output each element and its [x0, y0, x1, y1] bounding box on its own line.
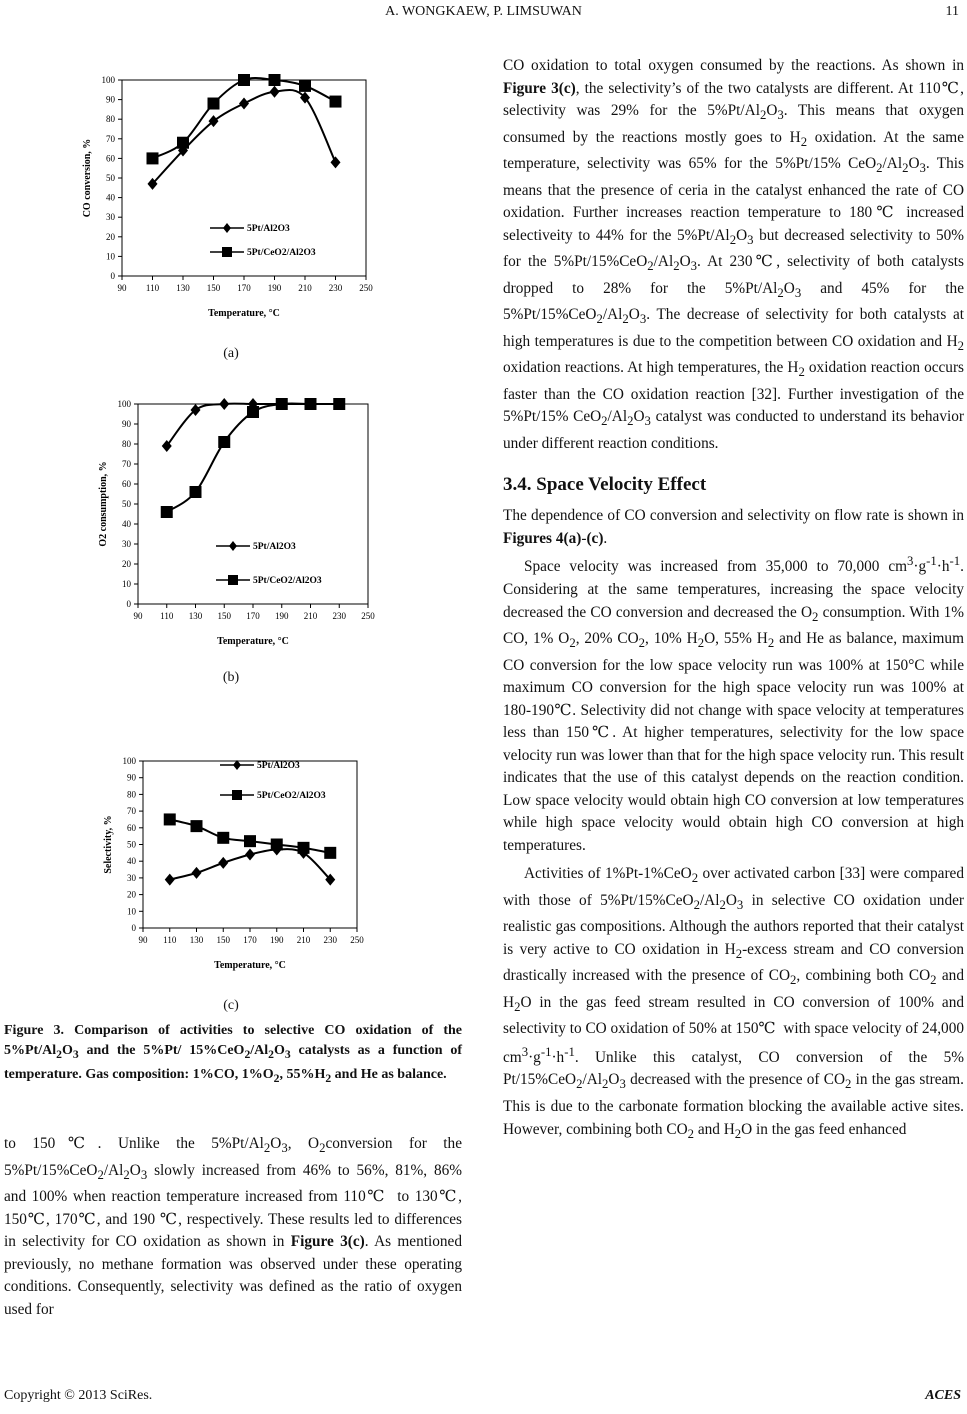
- x-tick-label: 150: [217, 611, 231, 621]
- x-tick-label: 170: [237, 283, 251, 293]
- legend-marker: [232, 790, 242, 800]
- data-point-diamond: [239, 98, 249, 110]
- data-point-diamond: [209, 115, 219, 127]
- right-column-text: [503, 55, 964, 1145]
- x-tick-label: 170: [246, 611, 260, 621]
- x-tick-label: 130: [189, 935, 204, 945]
- journal-name: ACES: [925, 1388, 961, 1403]
- data-point-square: [191, 820, 203, 832]
- legend-marker: [228, 575, 238, 585]
- plot-frame: [138, 404, 368, 604]
- legend-marker: [223, 223, 231, 233]
- y-tick-label: 60: [122, 479, 131, 489]
- y-tick-label: 40: [122, 519, 131, 529]
- y-tick-label: 80: [127, 789, 136, 800]
- y-tick-label: 70: [122, 459, 131, 469]
- panel-label-b: (b): [222, 670, 240, 685]
- data-point-diamond: [270, 86, 280, 98]
- data-point-square: [247, 406, 259, 418]
- y-tick-label: 90: [122, 419, 131, 429]
- x-tick-label: 110: [160, 611, 174, 621]
- x-tick-label: 230: [328, 283, 343, 293]
- right-paragraph-4: Activities of 1%Pt-1%CeO$_2$ over activated carbon [33] were compared with those of $5\%Pt/15\%CeO_2/Al_2O_3$ in selective CO oxidation under realistic gas compositions. Although the authors reported that their catalyst is very active to CO oxidation in $H_2$-excess stream and CO conversion drastically increased with the presence of $CO_2$, combining both $CO_2$ and $H_2O$ in the gas feed stream resulted in CO conversion of 100% and selectivity to CO oxidation of 50% at 150℃ with space velocity of 24,000 $cm^3\cdot g^{-1}\cdot h^{-1}$. Unlike this catalyst, CO conversion of the 5% $Pt/15\%CeO_2/Al_2O_3$ decreased with the presence of $CO_2$ in the gas stream. This is due to the carbonate formation blocking the available active sites. However, combining both $CO_2$ and $H_2O$ in the gas feed enhanced: [503, 865, 964, 1141]
- data-point-square: [324, 847, 336, 859]
- figure-3b: [70, 394, 390, 659]
- legend-label: 5Pt/CeO2/Al2O3: [247, 248, 316, 258]
- data-point-square: [276, 398, 288, 410]
- y-tick-label: 20: [127, 889, 136, 900]
- x-tick-label: 110: [145, 283, 160, 293]
- right-paragraph-2: The dependence of CO conversion and selectivity on flow rate is shown in Figures 4(a)-(c).: [503, 507, 964, 547]
- figure-3c: [85, 753, 385, 988]
- x-tick-label: 170: [243, 935, 257, 945]
- y-tick-label: 50: [122, 499, 131, 509]
- data-point-square: [299, 80, 311, 92]
- figure-caption: Figure 3. Comparison of activities to selective CO oxidation of the $5\%Pt/Al_2O_3$ and the 5%Pt/ $15\%CeO_2/Al_2O_3$ catalysts as a function of temperature. Gas composition: 1%CO, $1\%O_2$, $55\%H_2$ and He as balance.: [4, 1023, 462, 1085]
- page-number: 11: [945, 4, 959, 19]
- left-paragraph-1: to 150℃. Unlike the $5\%Pt/Al_2O_3$, $O_2conversion$ for the $5\%Pt/15\%CeO_2/Al_2O_3$ slowly increased from 46% to 56%, 81%, 86% and 100% when reaction temperature increased from 110℃ to 130℃, 150℃, 170℃, and 190 ℃, respectively. These results led to differences in selectivity for CO oxidation as shown in Figure 3(c). As mentioned previously, no methane formation was observed under these operating conditions. Consequently, selectivity was defined as the ratio of oxygen used for: [4, 1135, 462, 1318]
- copyright: Copyright © 2013 SciRes.: [4, 1388, 153, 1403]
- y-tick-label: 70: [106, 133, 115, 144]
- running-title: A. WONGKAEW, P. LIMSUWAN: [385, 4, 582, 19]
- y-tick-label: 100: [101, 75, 115, 85]
- left-column-text: [4, 1133, 462, 1321]
- data-point-square: [161, 506, 173, 518]
- y-tick-label: 0: [131, 923, 136, 933]
- y-tick-label: 20: [106, 231, 115, 242]
- x-tick-label: 210: [296, 935, 311, 945]
- data-point-square: [177, 137, 189, 149]
- y-tick-label: 10: [122, 579, 131, 589]
- legend-marker: [222, 247, 232, 257]
- y-axis-label: CO conversion, %: [82, 138, 93, 218]
- running-header: [0, 4, 967, 24]
- x-tick-label: 190: [275, 611, 289, 621]
- y-tick-label: 70: [127, 806, 136, 817]
- y-tick-label: 30: [122, 539, 131, 549]
- y-tick-label: 40: [127, 856, 136, 867]
- legend-label: 5Pt/Al2O3: [247, 224, 290, 234]
- data-point-diamond: [165, 874, 175, 886]
- y-tick-label: 60: [106, 153, 115, 164]
- x-tick-label: 110: [163, 935, 177, 945]
- panel-label-c: (c): [223, 998, 239, 1013]
- data-point-square: [238, 74, 250, 86]
- y-tick-label: 50: [106, 173, 115, 183]
- x-tick-label: 130: [188, 611, 203, 621]
- x-axis-label: Temperature, °C: [208, 308, 280, 319]
- figure-3a: [70, 68, 380, 333]
- data-point-square: [244, 835, 256, 847]
- data-point-square: [147, 152, 159, 164]
- data-point-square: [208, 98, 220, 110]
- x-tick-label: 90: [117, 283, 127, 293]
- data-point-diamond: [245, 849, 255, 861]
- data-point-square: [330, 96, 342, 108]
- legend-label: 5Pt/CeO2/Al2O3: [253, 576, 322, 586]
- x-tick-label: 210: [303, 611, 318, 621]
- data-point-square: [298, 842, 310, 854]
- data-point-square: [164, 813, 176, 825]
- y-tick-label: 90: [106, 94, 115, 105]
- x-tick-label: 250: [361, 611, 375, 621]
- data-point-square: [217, 832, 229, 844]
- x-tick-label: 190: [270, 935, 284, 945]
- y-tick-label: 100: [117, 399, 131, 409]
- data-point-square: [269, 74, 281, 86]
- x-axis-label: Temperature, °C: [217, 636, 289, 647]
- y-tick-label: 80: [106, 114, 115, 125]
- y-axis-label: O2 consumption, %: [98, 461, 109, 547]
- legend-label: 5Pt/Al2O3: [253, 542, 296, 552]
- data-point-diamond: [192, 867, 202, 879]
- x-tick-label: 210: [298, 283, 312, 293]
- right-paragraph-3: Space velocity was increased from 35,000 to 70,000 $cm^3\cdot g^{-1}\cdot h^{-1}$. Considering at the same temperatures, increasing the space velocity decreased the CO conversion and decreased the $O_2$ consumption. With 1% CO, 1% $O_2$, 20% $CO_2$, 10% $H_2O$, 55% $H_2$ and He as balance, maximum CO conversion for the low space velocity run was 100% at 150°C while maximum CO conversion for the high space velocity run was 100% at 180-190℃. Selectivity did not change with space velocity at temperatures less than 150℃. At higher temperatures, selectivity for the low space velocity run was lower than that for the high space velocity run. This result indicates that the use of this catalyst depends on the reaction condition. Low space velocity would obtain high CO conversion at low temperatures while high space velocity would obtain high CO conversion at high temperatures.: [503, 554, 964, 854]
- legend-label: 5Pt/CeO2/Al2O3: [257, 791, 326, 801]
- x-tick-label: 250: [359, 283, 373, 293]
- data-point-diamond: [331, 156, 341, 168]
- y-tick-label: 50: [127, 839, 136, 850]
- y-tick-label: 40: [106, 192, 115, 203]
- y-tick-label: 30: [127, 872, 136, 883]
- data-point-square: [271, 839, 283, 851]
- data-point-diamond: [219, 398, 229, 410]
- x-tick-label: 90: [138, 935, 148, 945]
- y-tick-label: 10: [127, 906, 136, 917]
- y-tick-label: 0: [110, 271, 115, 281]
- data-point-square: [190, 486, 202, 498]
- x-tick-label: 250: [350, 935, 364, 945]
- y-tick-label: 30: [106, 212, 115, 223]
- y-tick-label: 20: [122, 559, 131, 569]
- x-tick-label: 150: [206, 283, 221, 293]
- legend-label: 5Pt/Al2O3: [257, 761, 300, 771]
- y-tick-label: 90: [127, 772, 136, 783]
- y-tick-label: 80: [122, 439, 131, 449]
- data-point-square: [305, 398, 317, 410]
- data-point-square: [218, 436, 230, 448]
- data-point-square: [333, 398, 345, 410]
- panel-label-a: (a): [223, 346, 239, 361]
- x-tick-label: 130: [176, 283, 190, 293]
- x-tick-label: 190: [267, 283, 282, 293]
- y-tick-label: 10: [106, 251, 115, 262]
- y-tick-label: 0: [126, 599, 131, 609]
- legend-marker: [229, 541, 237, 551]
- x-tick-label: 230: [332, 611, 346, 621]
- chart-b: [70, 394, 390, 659]
- x-tick-label: 230: [323, 935, 337, 945]
- chart-c: [85, 753, 385, 988]
- page-footer: [0, 1388, 967, 1408]
- section-heading: 3.4. Space Velocity Effect: [503, 474, 707, 496]
- y-tick-label: 60: [127, 822, 136, 833]
- x-tick-label: 150: [216, 935, 230, 945]
- chart-a: [70, 68, 380, 333]
- data-point-diamond: [218, 857, 228, 869]
- right-paragraph-1: CO oxidation to total oxygen consumed by the reactions. As shown in Figure 3(c), the selectivity’s of the two catalysts are different. At 110℃, selectivity was 29% for the $5\%Pt/Al_2O_3$. This means that oxygen consumed by the reactions mostly goes to $H_2$ oxidation. At the same temperature, selectivity was 65% for the 5%Pt/15% $CeO_2/Al_2O_3$. This means that the presence of ceria in the catalyst enhanced the rate of CO oxidation. Further increases reaction temperature to 180℃ increased selectiveity to 44% for the $5\%Pt/Al_2O_3$ but decreased selectivity to 50% for the $5\%Pt/15\%CeO_2/Al_2O_3$. At 230℃, selectivity of both catalysts dropped to 28% for the $5\%Pt/Al_2O_3$ and 45% for the $5\%Pt/15\%CeO_2/Al_2O_3$. The decrease of selectivity for both catalysts at high temperatures is due to the competition between CO oxidation and $H_2$ oxidation reactions. At high temperatures, the $H_2$ oxidation reaction occurs faster than the CO oxidation reaction [32]. Further investigation of the 5%Pt/15% $CeO_2/Al_2O_3$ catalyst was conducted to understand its behavior under different reaction conditions.: [503, 57, 965, 452]
- y-axis-label: Selectivity, %: [103, 815, 114, 874]
- y-tick-label: 100: [122, 756, 136, 766]
- x-tick-label: 90: [133, 611, 143, 621]
- x-axis-label: Temperature, °C: [214, 960, 286, 971]
